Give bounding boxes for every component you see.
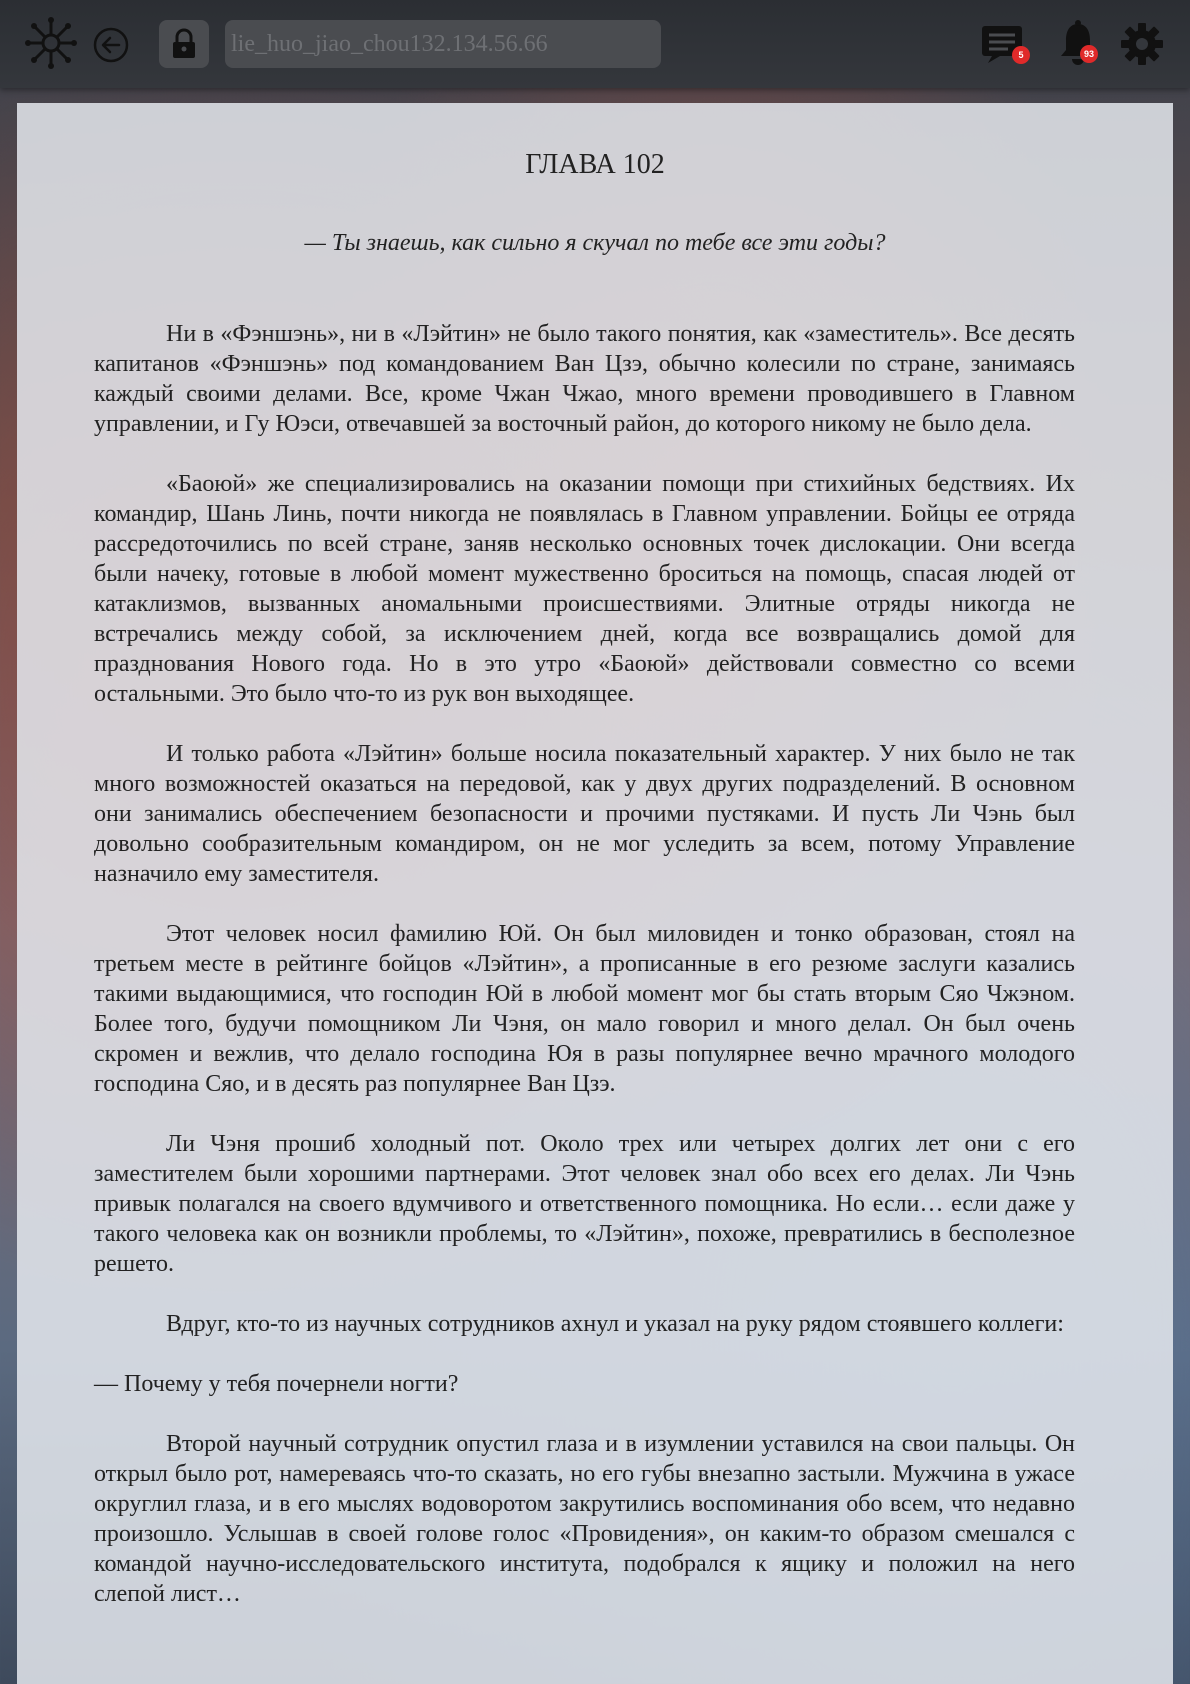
lock-button[interactable] [159,20,209,68]
paragraph: И только работа «Лэйтин» больше носила показательный характер. У них было не так много возможностей оказаться на передовой, как у двух других подразделений. В основном они занимались обеспечением безопасности и прочими пустяками. И пусть Ли Чэнь был довольно сообразительным командиром, он не мог уследить за всем, потому Управление назначило ему заместителя. [94,741,1075,887]
notifications-count-badge: 93 [1080,45,1098,63]
dialogue-line: — Почему у тебя почернели ногти? [94,1371,459,1397]
paragraph: Второй научный сотрудник опустил глаза и в изумлении уставился на свои пальцы. Он открыл было рот, намереваясь что-то сказать, но его губы внезапно застыли. Мужчина в ужасе округлил глаза, и в его мыслях водоворотом закрутились воспоминания обо всем, что недавно произошло. Услышав в своей голове голос «Провидения», он каким-то образом смешался с командой научно-исследовательского института, подобрался к ящику и положил на него слепой лист… [94,1431,1075,1607]
chapter-epigraph: — Ты знаешь, как сильно я скучал по тебе все эти годы? [304,230,886,256]
chapter-body [94,319,1075,1639]
reader-page [17,103,1173,1684]
top-toolbar [0,0,1190,88]
address-input[interactable] [225,20,661,68]
gear-icon[interactable] [1120,22,1164,66]
chapter-title: ГЛАВА 102 [525,149,665,180]
paragraph: Этот человек носил фамилию Юй. Он был миловиден и тонко образован, стоял на третьем месте в рейтинге бойцов «Лэйтин», а прописанные в его резюме заслуги казались такими выдающимися, что господин Юй в любой момент мог бы стать вторым Сяо Чжэном. Более того, будучи помощником Ли Чэня, он мало говорил и много делал. Он был очень скромен и вежлив, что делало господина Юя в разы популярнее вечно мрачного молодого господина Сяо, и в десять раз популярнее Ван Цзэ. [94,921,1075,1097]
paragraph: Вдруг, кто-то из научных сотрудников ахнул и указал на руку рядом стоявшего коллеги: [166,1311,1064,1337]
paragraph: Ни в «Фэншэнь», ни в «Лэйтин» не было такого понятия, как «заместитель». Все десять капитанов «Фэншэнь» под командованием Ван Цзэ, обычно колесили по стране, занимаясь каждый своими делами. Все, кроме Чжан Чжао, много времени проводившего в Главном управлении, и Гу Юэси, отвечавшей за восточный район, до которого никому не было дела. [94,321,1075,437]
back-arrow-icon[interactable] [92,26,130,64]
messages-count-badge: 5 [1012,46,1030,64]
paragraph: «Баоюй» же специализировались на оказании помощи при стихийных бедствиях. Их командир, Шань Линь, почти никогда не появлялась в Главном управлении. Бойцы ее отряда рассредоточились по всей стране, заняв несколько основных точек дислокации. Они всегда были начеку, готовые в любой момент мужественно броситься на помощь, спасая людей от катаклизмов, вызванных аномальными происшествиями. Элитные отряды никогда не встречались между собой, за исключением дней, когда все возвращались домой для празднования Нового года. Но в это утро «Баоюй» действовали совместно со всеми остальными. Это было что-то из рук вон выходящее. [94,471,1075,707]
paragraph: Ли Чэня прошиб холодный пот. Около трех или четырех долгих лет они с его заместителем были хорошими партнерами. Этот человек знал обо всех его делах. Ли Чэнь привык полагался на своего вдумчивого и ответственного помощника. Но если… если даже у такого человека как он возникли проблемы, то «Лэйтин», похоже, превратились в бесполезное решето. [94,1131,1075,1277]
lock-icon [170,28,198,60]
network-logo-icon[interactable] [24,16,78,70]
